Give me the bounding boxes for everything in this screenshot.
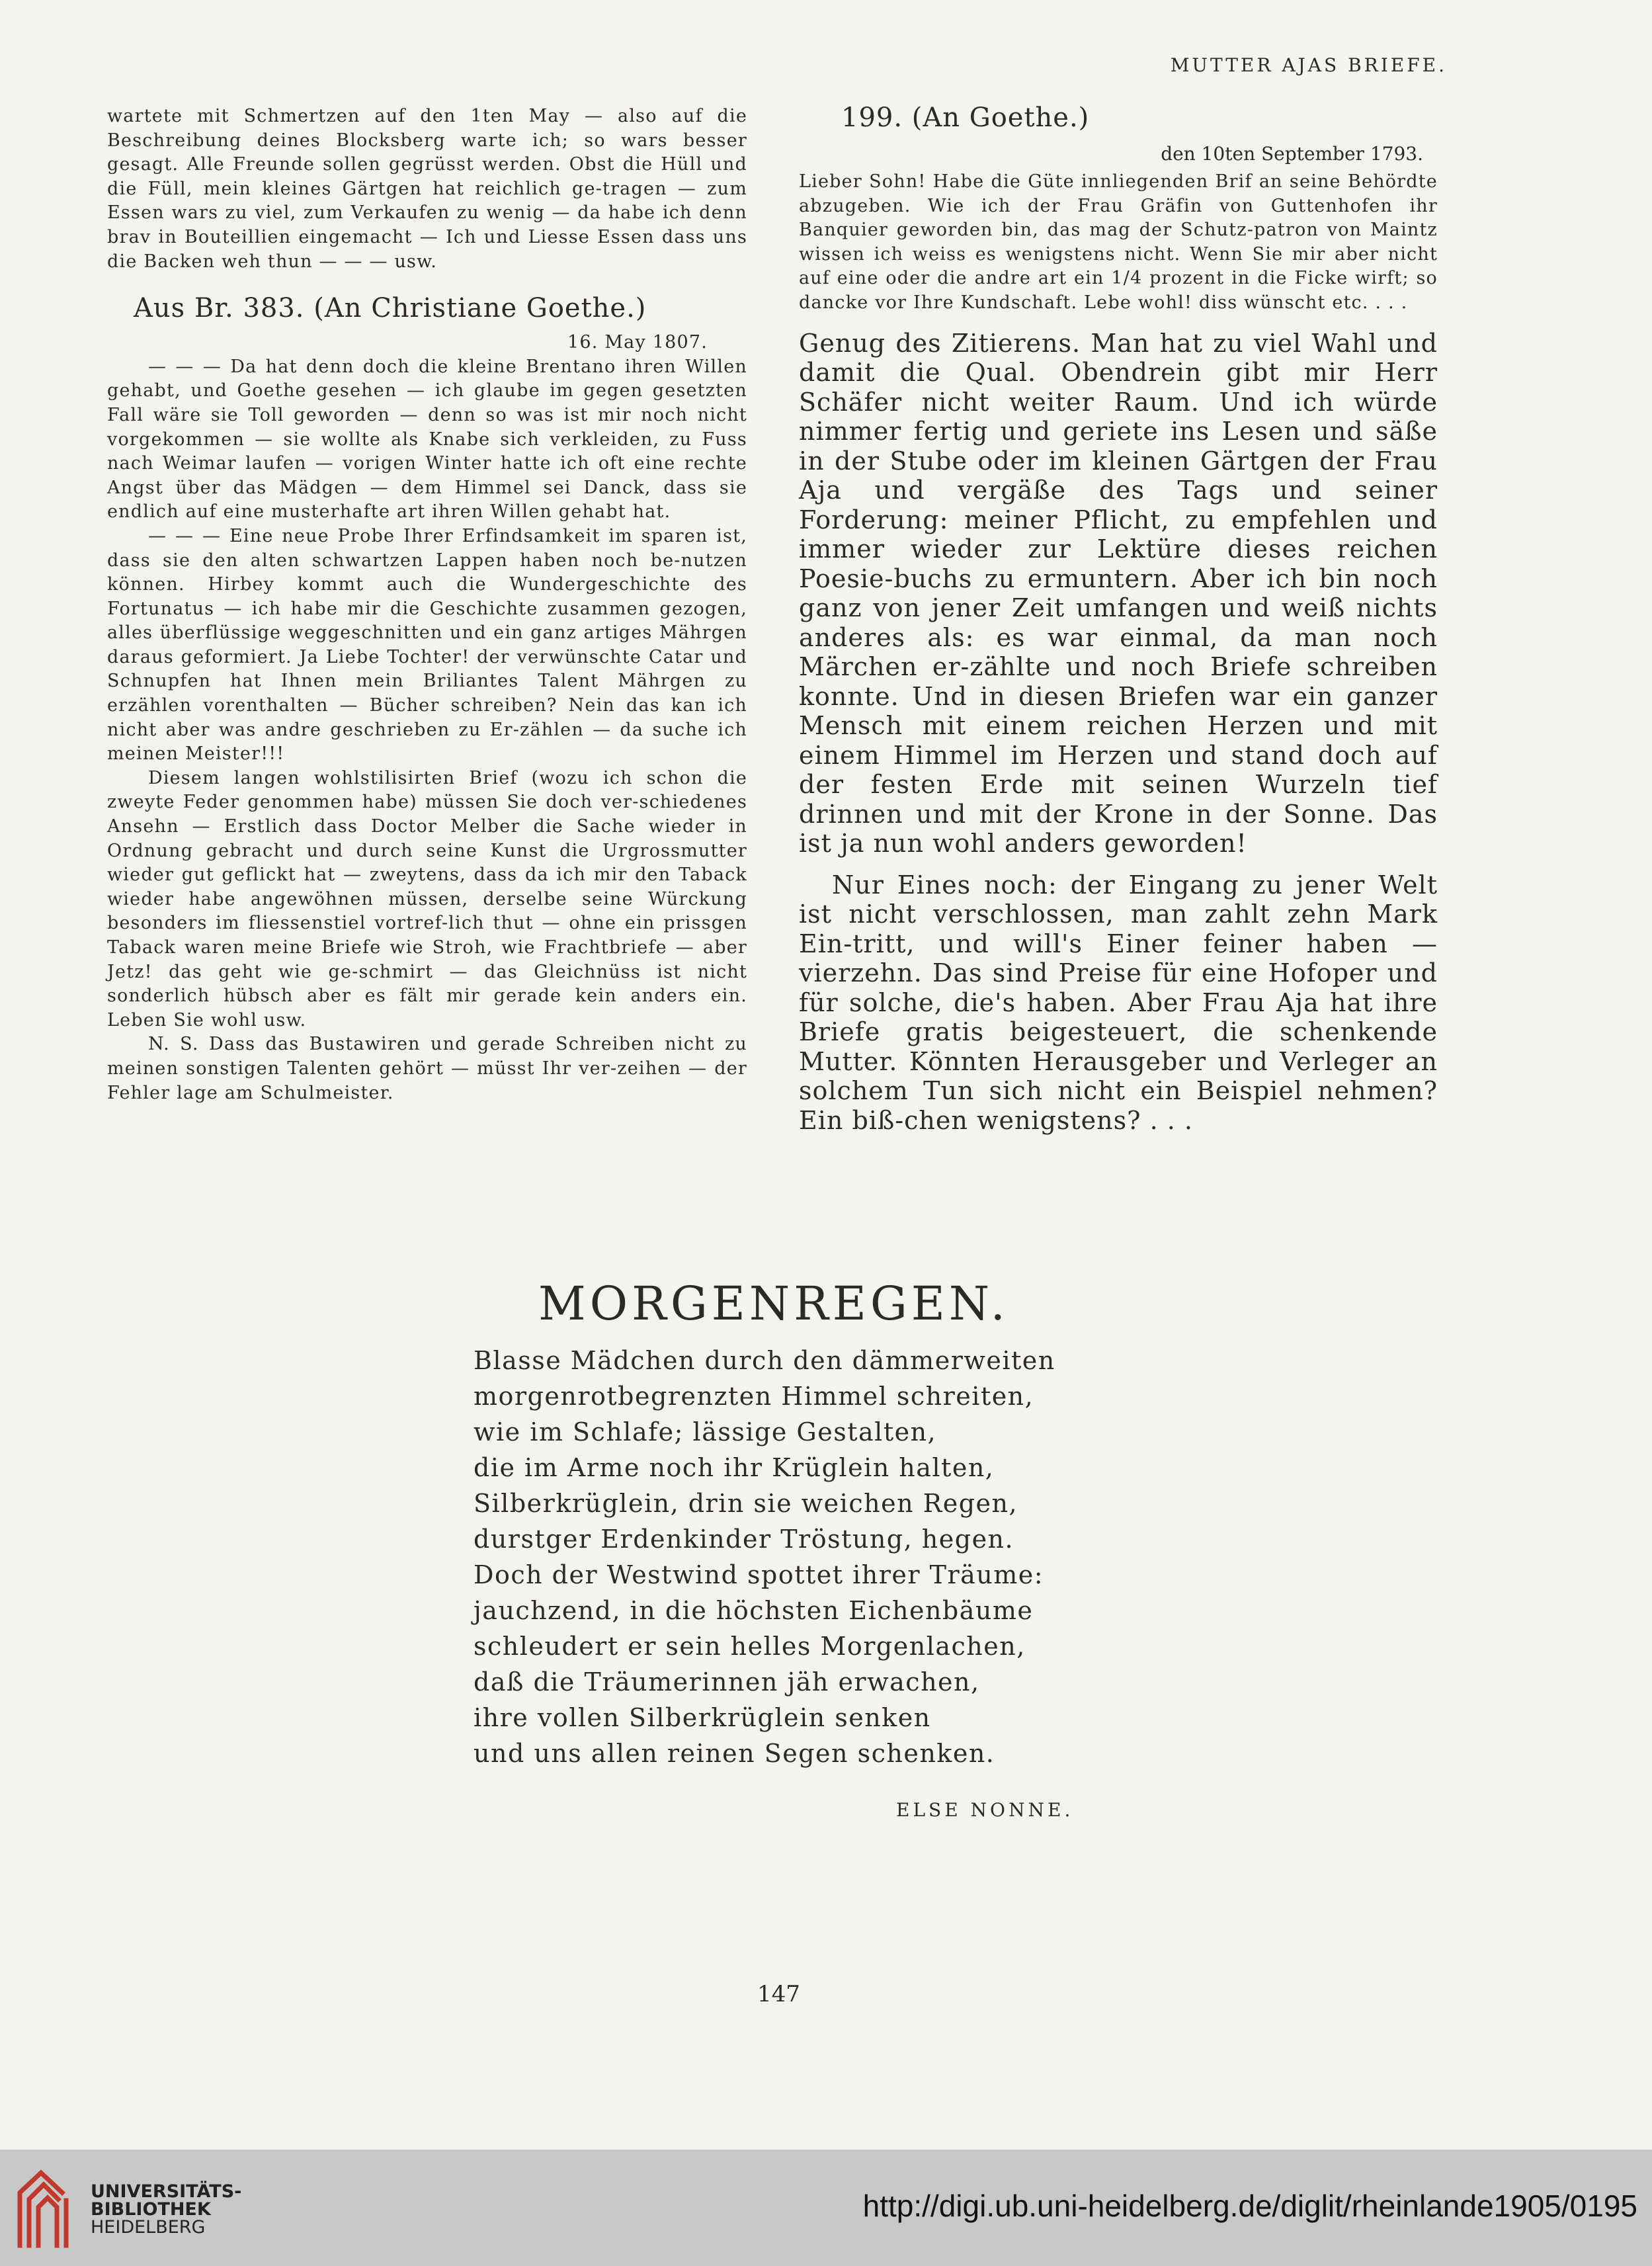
letter-heading-199: 199. (An Goethe.) (841, 103, 1090, 133)
poem-line: morgenrotbegrenzten Himmel schreiten, (474, 1382, 1034, 1411)
poem-line: durstger Erdenkinder Tröstung, hegen. (474, 1525, 1014, 1554)
letter-text-199: Lieber Sohn! Habe die Güte innliegenden Brif an seine Behördte abzugeben. Wie ich der Frau Gräfin von Guttenhofen ihr Banquier geworden bin, das mag der Schutz-patron von Maintz wissen ich weiss es wenigstens nicht. Wenn Sie mir aber nicht auf eine oder die andre art ein 1/4 prozent in die Ficke wirft; so dancke vor Ihre Kundschaft. Lebe wohl! diss wünscht etc. . . . (799, 171, 1438, 313)
library-name (91, 2183, 241, 2236)
poem-line: schleudert er sein helles Morgenlachen, (474, 1632, 1026, 1661)
source-url-link[interactable]: http://digi.ub.uni-heidelberg.de/diglit/rheinlande1905/0195 (862, 2189, 1637, 2223)
poem-line: daß die Träumerinnen jäh erwachen, (474, 1667, 980, 1697)
library-footer (0, 2150, 1652, 2266)
letter-date-199: den 10ten September 1793. (1161, 143, 1423, 165)
ub-heidelberg-logo-icon[interactable] (15, 2166, 74, 2252)
left-para-4: Diesem langen wohlstilisirten Brief (wozu ich schon die zweyte Feder genommen habe) müssen Sie doch ver-schiedenes Ansehn — Erstlich dass Doctor Melber die Sache wieder in Ordnung gebracht und durch seine Kunst die Urgrossmutter wieder gut geflickt hat — zweytens, dass da ich mir den Taback wieder habe angewöhnen müssen, derselbe seine Würckung besonders im fliessenstiel vortref-lich thut — ohne ein prissgen Taback waren meine Briefe wie Stroh, wie Frachtbriefe — aber Jetz! das geht wie ge-schmirt — das Gleichnüss ist nicht sonderlich hübsch aber es fält mir gerade kein anders ein. Leben Sie wohl usw. (107, 767, 747, 1030)
page-number: 147 (757, 1981, 800, 2007)
left-column (107, 105, 747, 1105)
essay-para-2: Nur Eines noch: der Eingang zu jener Welt ist nicht verschlossen, man zahlt zehn Mark Ein-tritt, und will's Einer feiner haben — vierzehn. Das sind Preise für eine Hofoper und für solche, die's haben. Aber Frau Aja hat ihre Briefe gratis beigesteuert, die schenkende Mutter. Könnten Herausgeber und Verleger an solchem Tun sich nicht ein Beispiel nehmen? Ein biß-chen wenigstens? . . . (799, 870, 1438, 1135)
poem-line: Blasse Mädchen durch den dämmerweiten (474, 1346, 1055, 1375)
library-name-line: BIBLIOTHEK (91, 2199, 211, 2220)
library-name-line: UNIVERSITÄTS- (91, 2181, 242, 2202)
right-column (799, 99, 1438, 1135)
poem-line: Doch der Westwind spottet ihrer Träume: (474, 1560, 1044, 1589)
left-para-5: N. S. Dass das Bustawiren und gerade Schreiben nicht zu meinen sonstigen Talenten gehört — müsst Ihr ver-zeihen — der Fehler lage am Schulmeister. (107, 1034, 747, 1103)
poem-author: ELSE NONNE. (896, 1799, 1074, 1821)
running-head: MUTTER AJAS BRIEFE. (1170, 54, 1447, 76)
left-para-2: — — — Da hat denn doch die kleine Brentano ihren Willen gehabt, und Goethe gesehen — ich glaube im gegen gesetzten Fall wäre sie Toll geworden — denn so was ist mir noch nicht vorgekommen — sie wollte als Knabe sich verkleiden, zu Fuss nach Weimar laufen — vorigen Winter hatte ich oft eine rechte Angst über das Mädgen — dem Himmel sei Danck, dass sie endlich auf eine musterhafte art ihren Willen gehabt hat. (107, 356, 747, 523)
poem-line: jauchzend, in die höchsten Eichenbäume (474, 1596, 1034, 1625)
poem-title: MORGENREGEN. (538, 1277, 1009, 1331)
essay-para-1: Genug des Zitierens. Man hat zu viel Wahl und damit die Qual. Obendrein gibt mir Herr Schäfer nicht weiter Raum. Und ich würde nimmer fertig und geriete ins Lesen und säße in der Stube oder im kleinen Gärtgen der Frau Aja und vergäße des Tags und seiner Forderung: meiner Pflicht, zu empfehlen und immer wieder zur Lektüre dieses reichen Poesie-buchs zu ermuntern. Aber ich bin noch ganz von jener Zeit umfangen und weiß nichts anderes als: es war einmal, da man noch Märchen er-zählte und noch Briefe schreiben konnte. Und in diesen Briefen war ein ganzer Mensch mit einem reichen Herzen und mit einem Himmel im Herzen und stand doch auf der festen Erde mit seinen Wurzeln tief drinnen und mit der Krone in der Sonne. Das ist ja nun wohl anders geworden! (799, 328, 1438, 859)
poem-body (474, 1343, 1201, 1771)
library-name-line: HEIDELBERG (91, 2217, 206, 2238)
poem-line: die im Arme noch ihr Krüglein halten, (474, 1453, 995, 1482)
poem-line: Silberkrüglein, drin sie weichen Regen, (474, 1489, 1018, 1518)
letter-heading-383: Aus Br. 383. (An Christiane Goethe.) (134, 293, 647, 324)
letter-date-383: 16. May 1807. (567, 332, 708, 353)
poem-line: wie im Schlafe; lässige Gestalten, (474, 1417, 937, 1447)
left-para-3: — — — Eine neue Probe Ihrer Erfindsamkeit im sparen ist, dass sie den alten schwartzen Lappen haben noch be-nutzen können. Hirbey kommt auch die Wundergeschichte des Fortunatus — ich habe mir die Geschichte zusammen gezogen, alles überflüssige weggeschnitten und ein ganz artiges Mährgen daraus geformiert. Ja Liebe Tochter! der verwünschte Catar und Schnupfen hat Ihnen mein Briliantes Talent Mährgen zu erzählen vorenthalten — Bücher schreiben? Nein das kan ich nicht aber was andre geschrieben zu Er-zählen — da suche ich meinen Meister!!! (107, 525, 747, 765)
poem-line: ihre vollen Silberkrüglein senken (474, 1703, 931, 1732)
poem-line: und uns allen reinen Segen schenken. (474, 1739, 995, 1768)
left-para-1: wartete mit Schmertzen auf den 1ten May — also auf die Beschreibung deines Blocksberg warte ich; so wars besser gesagt. Alle Freunde sollen gegrüsst werden. Obst die Hüll und die Füll, mein kleines Gärtgen hat reichlich ge-tragen — zum Essen wars zu viel, zum Verkaufen zu wenig — da habe ich denn brav in Bouteillien eingemacht — Ich und Liesse Essen dass uns die Backen weh thun — — — usw. (107, 106, 747, 272)
